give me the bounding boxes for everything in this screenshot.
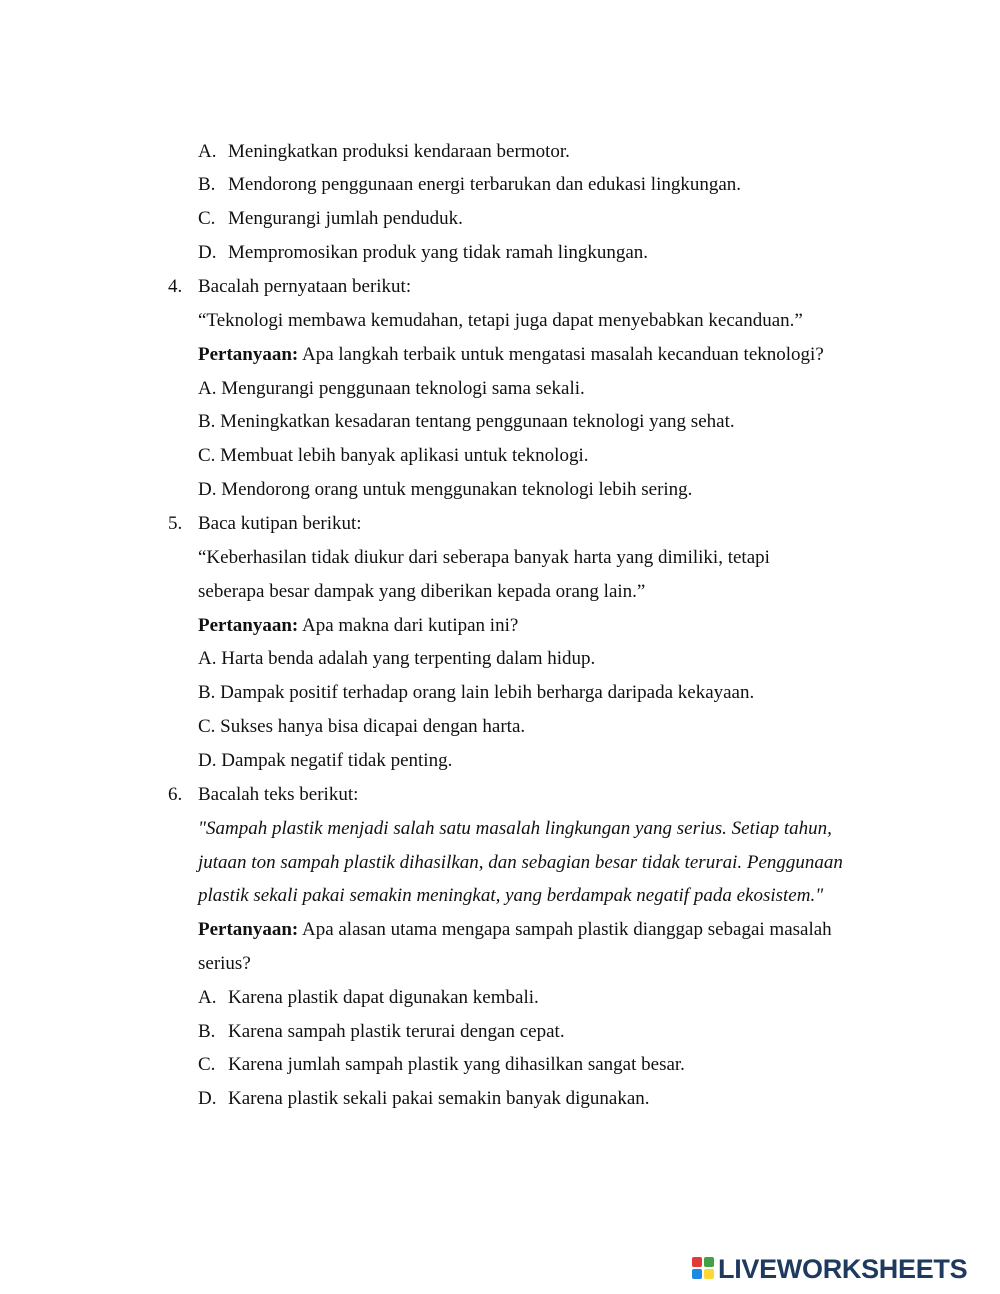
q5-question xyxy=(198,614,518,638)
q4-option-a: A. Mengurangi penggunaan teknologi sama sekali. xyxy=(198,378,585,399)
q4-option-d: D. Mendorong orang untuk menggunakan teknologi lebih sering. xyxy=(198,479,693,500)
q4-prompt: Bacalah pernyataan berikut: xyxy=(198,276,412,297)
logo-mark-icon xyxy=(692,1257,714,1281)
q6-text-line1: "Sampah plastik menjadi salah satu masalah lingkungan yang serius. Setiap tahun, xyxy=(198,818,832,839)
q4-option-b: B. Meningkatkan kesadaran tentang penggunaan teknologi yang sehat. xyxy=(198,411,735,432)
q6-question-label: Pertanyaan: xyxy=(198,919,299,940)
q4-option-c: C. Membuat lebih banyak aplikasi untuk teknologi. xyxy=(198,445,589,466)
q5-question-label: Pertanyaan: xyxy=(198,615,299,636)
q6-text-line3: plastik sekali pakai semakin meningkat, yang berdampak negatif pada ekosistem." xyxy=(198,885,824,906)
q5-number: 5. xyxy=(168,513,183,534)
q5-option-a: A. Harta benda adalah yang terpenting dalam hidup. xyxy=(198,648,596,669)
q5-question-text: Apa makna dari kutipan ini? xyxy=(298,615,519,636)
q4-quote: “Teknologi membawa kemudahan, tetapi juga dapat menyebabkan kecanduan.” xyxy=(198,310,803,331)
q6-question-line2: serius? xyxy=(198,953,251,974)
q5-option-b: B. Dampak positif terhadap orang lain lebih berharga daripada kekayaan. xyxy=(198,682,755,703)
q6-question xyxy=(198,918,832,942)
liveworksheets-logo xyxy=(692,1254,967,1284)
q4-question xyxy=(198,343,824,367)
q5-quote-line2: seberapa besar dampak yang diberikan kepada orang lain.” xyxy=(198,581,646,602)
q6-text-line2: jutaan ton sampah plastik dihasilkan, dan sebagian besar tidak terurai. Penggunaan xyxy=(198,852,843,873)
q4-question-label: Pertanyaan: xyxy=(198,344,299,365)
logo-text: LIVEWORKSHEETS xyxy=(718,1253,968,1284)
q6-question-text: Apa alasan utama mengapa sampah plastik dianggap sebagai masalah xyxy=(298,919,832,940)
q4-question-text: Apa langkah terbaik untuk mengatasi masalah kecanduan teknologi? xyxy=(298,344,824,365)
q5-option-c: C. Sukses hanya bisa dicapai dengan harta. xyxy=(198,716,526,737)
q5-quote-line1: “Keberhasilan tidak diukur dari seberapa banyak harta yang dimiliki, tetapi xyxy=(198,547,770,568)
q5-prompt: Baca kutipan berikut: xyxy=(198,513,362,534)
q6-prompt: Bacalah teks berikut: xyxy=(198,784,359,805)
q6-number: 6. xyxy=(168,784,183,805)
q5-option-d: D. Dampak negatif tidak penting. xyxy=(198,750,453,771)
q4-number: 4. xyxy=(168,276,183,297)
